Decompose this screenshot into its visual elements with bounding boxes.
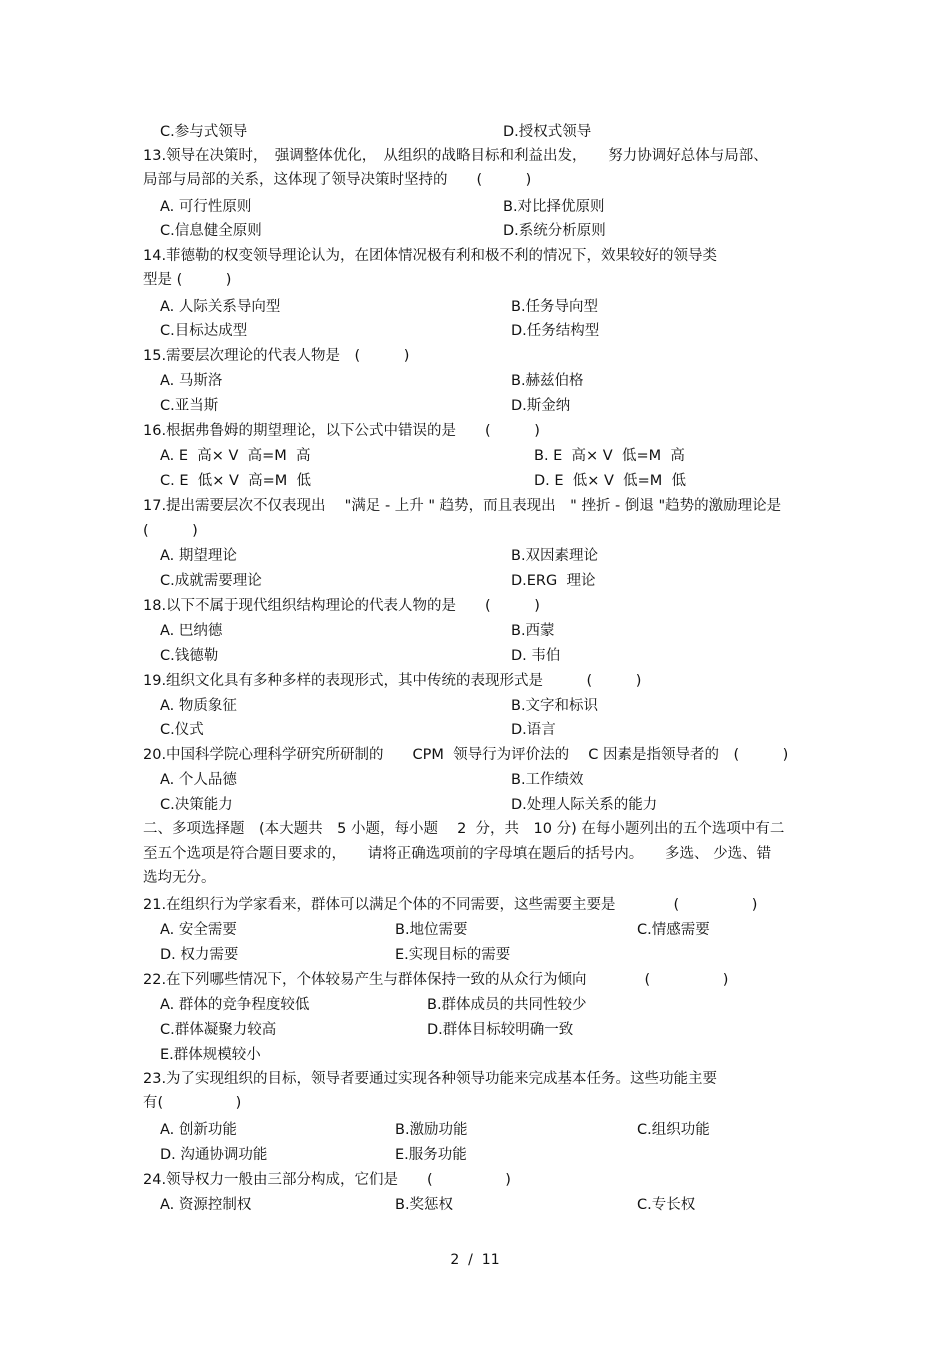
text-line: 22.在下列哪些情况下，个体较易产生与群体保持一致的从众行为倾向 ( ) <box>143 972 729 988</box>
text-line: A. 人际关系导向型 <box>160 299 281 315</box>
text-line: D.授权式领导 <box>503 124 592 140</box>
text-line: 14.菲德勒的权变领导理论认为，在团体情况极有利和极不利的情况下，效果较好的领导类 <box>143 248 718 264</box>
text-line: 13.领导在决策时， 强调整体优化， 从组织的战略目标和利益出发， 努力协调好总体与局部、 <box>143 148 768 164</box>
text-line: 18.以下不属于现代组织结构理论的代表人物的是 ( ) <box>143 598 540 614</box>
text-line: 23.为了实现组织的目标，领导者要通过实现各种领导功能来完成基本任务。这些功能主要 <box>143 1071 718 1087</box>
text-line: B.对比择优原则 <box>503 199 605 215</box>
section-heading: 二、多项选择题 (本大题共 5 小题，每小题 2 分，共 10 分) 在每小题列出的五个选项中有二 <box>143 821 785 837</box>
text-line: 选均无分。 <box>143 870 216 886</box>
text-line: C.群体凝聚力较高 <box>160 1022 277 1038</box>
text-line: D.群体目标较明确一致 <box>427 1022 574 1038</box>
text-line: C.情感需要 <box>637 922 710 938</box>
text-line: B.群体成员的共同性较少 <box>427 997 587 1013</box>
text-line: D.处理人际关系的能力 <box>511 797 658 813</box>
text-line: D.任务结构型 <box>511 323 600 339</box>
text-line: 15.需要层次理论的代表人物是 ( ) <box>143 348 410 364</box>
text-line: A. 个人品德 <box>160 772 237 788</box>
text-line: C.专长权 <box>637 1197 696 1213</box>
text-line: 至五个选项是符合题目要求的， 请将正确选项前的字母填在题后的括号内。 多选、 少选、错 <box>143 846 772 862</box>
text-line: 19.组织文化具有多种多样的表现形式，其中传统的表现形式是 ( ) <box>143 673 642 689</box>
text-line: D. E 低× V 低=M 低 <box>534 473 687 489</box>
text-line: B.西蒙 <box>511 623 555 639</box>
text-line: 16.根据弗鲁姆的期望理论，以下公式中错误的是 ( ) <box>143 423 540 439</box>
text-line: D.ERG 理论 <box>511 573 596 589</box>
text-line: C.仪式 <box>160 722 204 738</box>
text-line: B.文字和标识 <box>511 698 599 714</box>
text-line: E.实现目标的需要 <box>395 947 511 963</box>
text-line: A. E 高× V 高=M 高 <box>160 448 311 464</box>
text-line: C.钱德勒 <box>160 648 219 664</box>
text-line: A. 马斯洛 <box>160 373 223 389</box>
text-line: D. 韦伯 <box>511 648 561 664</box>
text-line: 型是 ( ) <box>143 272 232 288</box>
text-line: B.奖惩权 <box>395 1197 454 1213</box>
text-line: A. 巴纳德 <box>160 623 223 639</box>
text-line: 17.提出需要层次不仅表现出 "满足 - 上升 " 趋势，而且表现出 " 挫折 - 倒退 "趋势的激励理论是 <box>143 498 782 514</box>
text-line: A. 群体的竞争程度较低 <box>160 997 310 1013</box>
text-line: A. 物质象征 <box>160 698 237 714</box>
text-line: A. 安全需要 <box>160 922 237 938</box>
text-line: B.激励功能 <box>395 1122 468 1138</box>
text-line: ( ) <box>143 523 198 539</box>
text-line: E.群体规模较小 <box>160 1047 261 1063</box>
text-line: C.决策能力 <box>160 797 233 813</box>
text-line: 24.领导权力一般由三部分构成，它们是 ( ) <box>143 1172 511 1188</box>
text-line: E.服务功能 <box>395 1147 467 1163</box>
text-line: 局部与局部的关系，这体现了领导决策时坚持的 ( ) <box>143 172 532 188</box>
text-line: D.系统分析原则 <box>503 223 606 239</box>
text-line: D. 权力需要 <box>160 947 239 963</box>
text-line: B.双因素理论 <box>511 548 599 564</box>
text-line: A. 资源控制权 <box>160 1197 252 1213</box>
text-line: 20.中国科学院心理科学研究所研制的 CPM 领导行为评价法的 C 因素是指领导者的 ( ) <box>143 747 789 763</box>
text-line: D. 沟通协调功能 <box>160 1147 268 1163</box>
text-line: C.目标达成型 <box>160 323 248 339</box>
text-line: D.语言 <box>511 722 556 738</box>
text-line: C.信息健全原则 <box>160 223 262 239</box>
text-line: A. 期望理论 <box>160 548 237 564</box>
text-line: A. 创新功能 <box>160 1122 237 1138</box>
text-line: 有( ) <box>143 1095 242 1111</box>
text-line: B.任务导向型 <box>511 299 599 315</box>
page-number: 2 / 11 <box>450 1252 500 1268</box>
text-line: C.亚当斯 <box>160 398 219 414</box>
text-line: B.地位需要 <box>395 922 468 938</box>
text-line: B. E 高× V 低=M 高 <box>534 448 685 464</box>
text-line: C. E 低× V 高=M 低 <box>160 473 311 489</box>
text-line: C.参与式领导 <box>160 124 248 140</box>
text-line: C.组织功能 <box>637 1122 710 1138</box>
text-line: D.斯金纳 <box>511 398 571 414</box>
text-line: C.成就需要理论 <box>160 573 262 589</box>
text-line: B.赫兹伯格 <box>511 373 584 389</box>
text-line: 21.在组织行为学家看来，群体可以满足个体的不同需要，这些需要主要是 ( ) <box>143 897 758 913</box>
text-line: A. 可行性原则 <box>160 199 252 215</box>
text-line: B.工作绩效 <box>511 772 584 788</box>
